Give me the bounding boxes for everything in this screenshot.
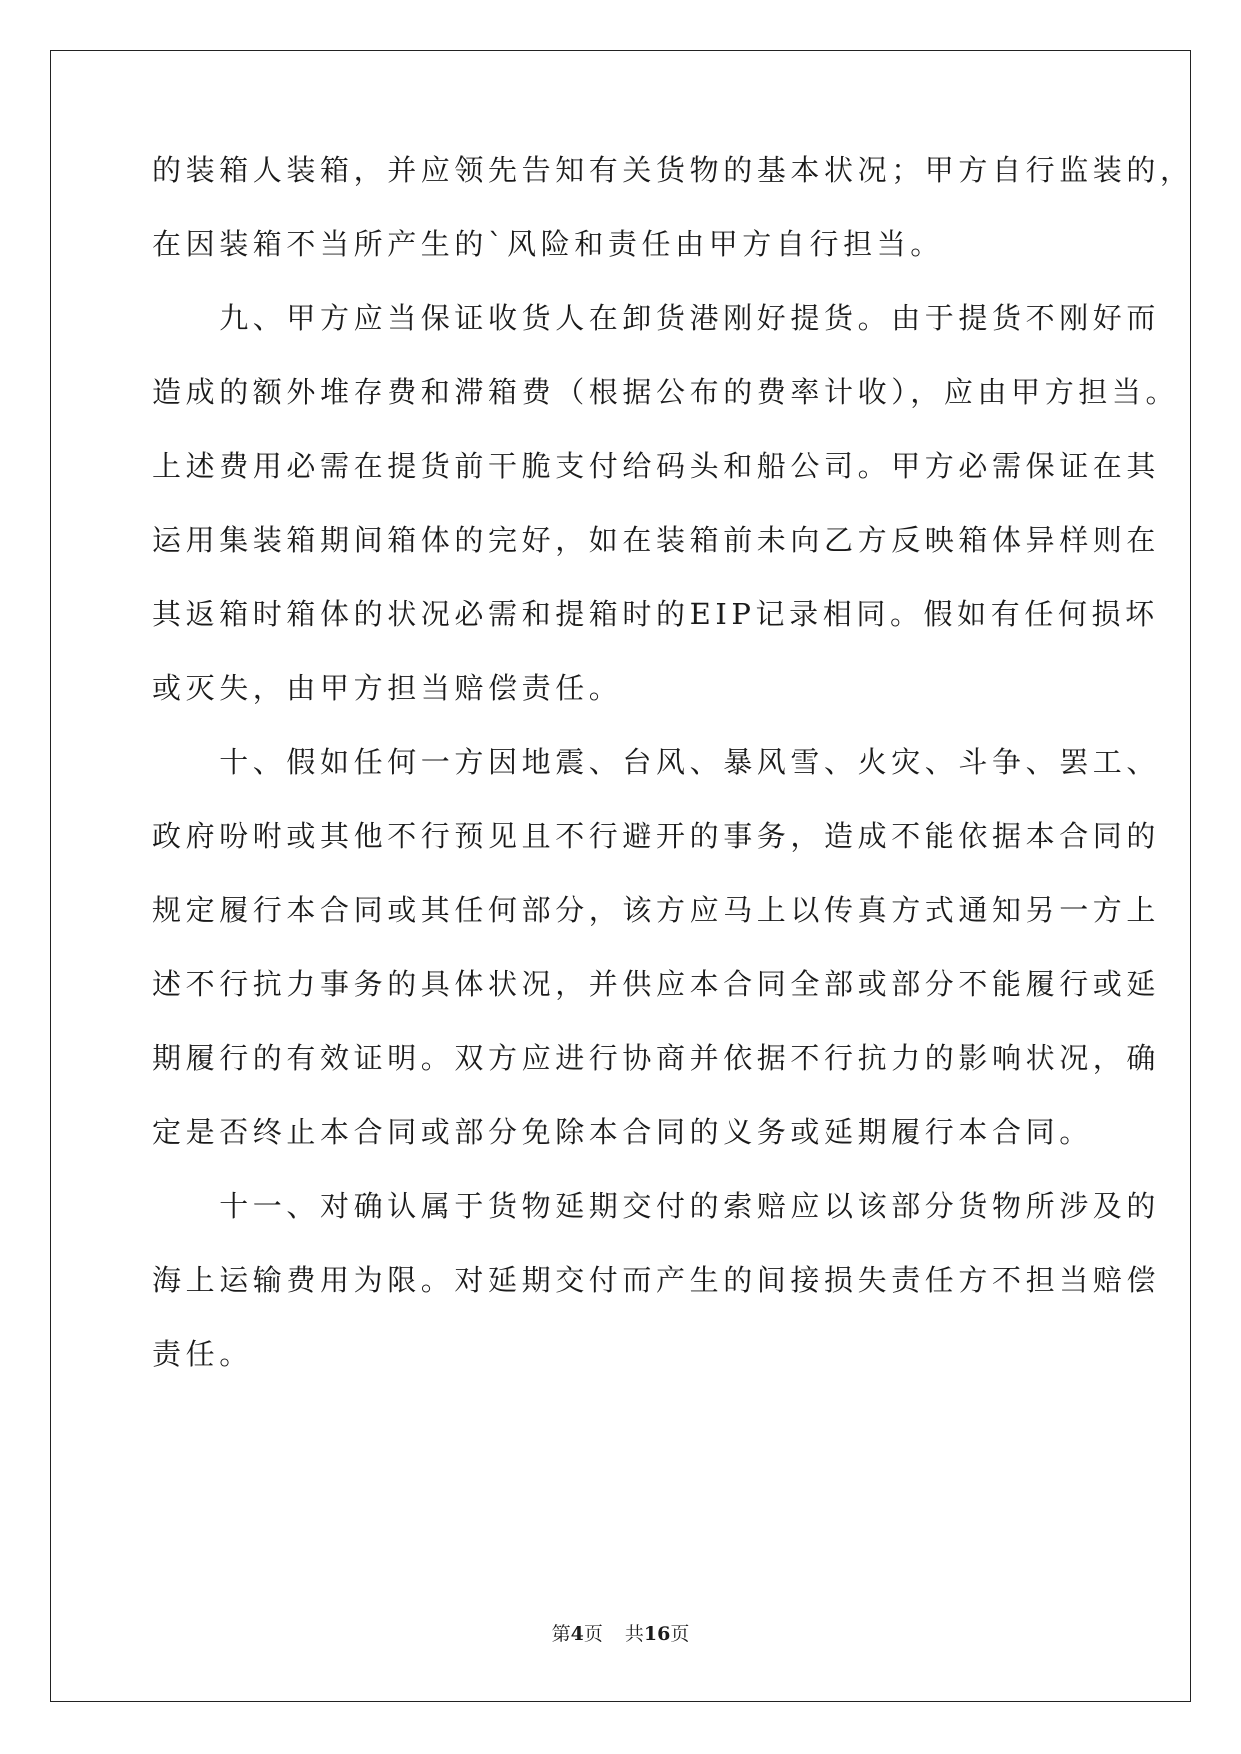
- text-line: 造成的额外堆存费和滞箱费（根据公布的费率计收），应由甲方担当。: [152, 375, 1180, 409]
- text-line: 定是否终止本合同或部分免除本合同的义务或延期履行本合同。: [152, 1115, 1093, 1149]
- page-unit: 页: [583, 1623, 603, 1645]
- text-line: 责任。: [152, 1337, 253, 1371]
- text-line: 运用集装箱期间箱体的完好，如在装箱前未向乙方反映箱体异样则在: [152, 523, 1161, 557]
- page-footer: [0, 1622, 1241, 1646]
- text-line: 述不行抗力事务的具体状况，并供应本合同全部或部分不能履行或延: [152, 967, 1161, 1001]
- text-line: 十、假如任何一方因地震、台风、暴风雪、火灾、斗争、罢工、: [152, 745, 1161, 779]
- page-number: 4: [570, 1623, 584, 1645]
- text-line: 上述费用必需在提货前干脆支付给码头和船公司。甲方必需保证在其: [152, 449, 1161, 483]
- total-prefix: 共: [624, 1623, 644, 1645]
- text-line: 的装箱人装箱，并应领先告知有关货物的基本状况；甲方自行监装的，: [152, 153, 1194, 187]
- text-line: 期履行的有效证明。双方应进行协商并依据不行抗力的影响状况，确: [152, 1041, 1161, 1075]
- text-line: 规定履行本合同或其任何部分，该方应马上以传真方式通知另一方上: [152, 893, 1161, 927]
- text-line: 海上运输费用为限。对延期交付而产生的间接损失责任方不担当赔偿: [152, 1263, 1161, 1297]
- text-line: 九、甲方应当保证收货人在卸货港刚好提货。由于提货不刚好而: [152, 301, 1161, 335]
- page-prefix: 第: [551, 1623, 571, 1645]
- text-line: 或灭失，由甲方担当赔偿责任。: [152, 671, 623, 705]
- total-unit: 页: [670, 1623, 690, 1645]
- text-line: 政府吩咐或其他不行预见且不行避开的事务，造成不能依据本合同的: [152, 819, 1161, 853]
- total-pages: 16: [643, 1623, 671, 1645]
- text-line: 十一、对确认属于货物延期交付的索赔应以该部分货物所涉及的: [152, 1189, 1161, 1223]
- text-line: 其返箱时箱体的状况必需和提箱时的EIP记录相同。假如有任何损坏: [152, 597, 1159, 631]
- text-line: 在因装箱不当所产生的`风险和责任由甲方自行担当。: [152, 227, 944, 261]
